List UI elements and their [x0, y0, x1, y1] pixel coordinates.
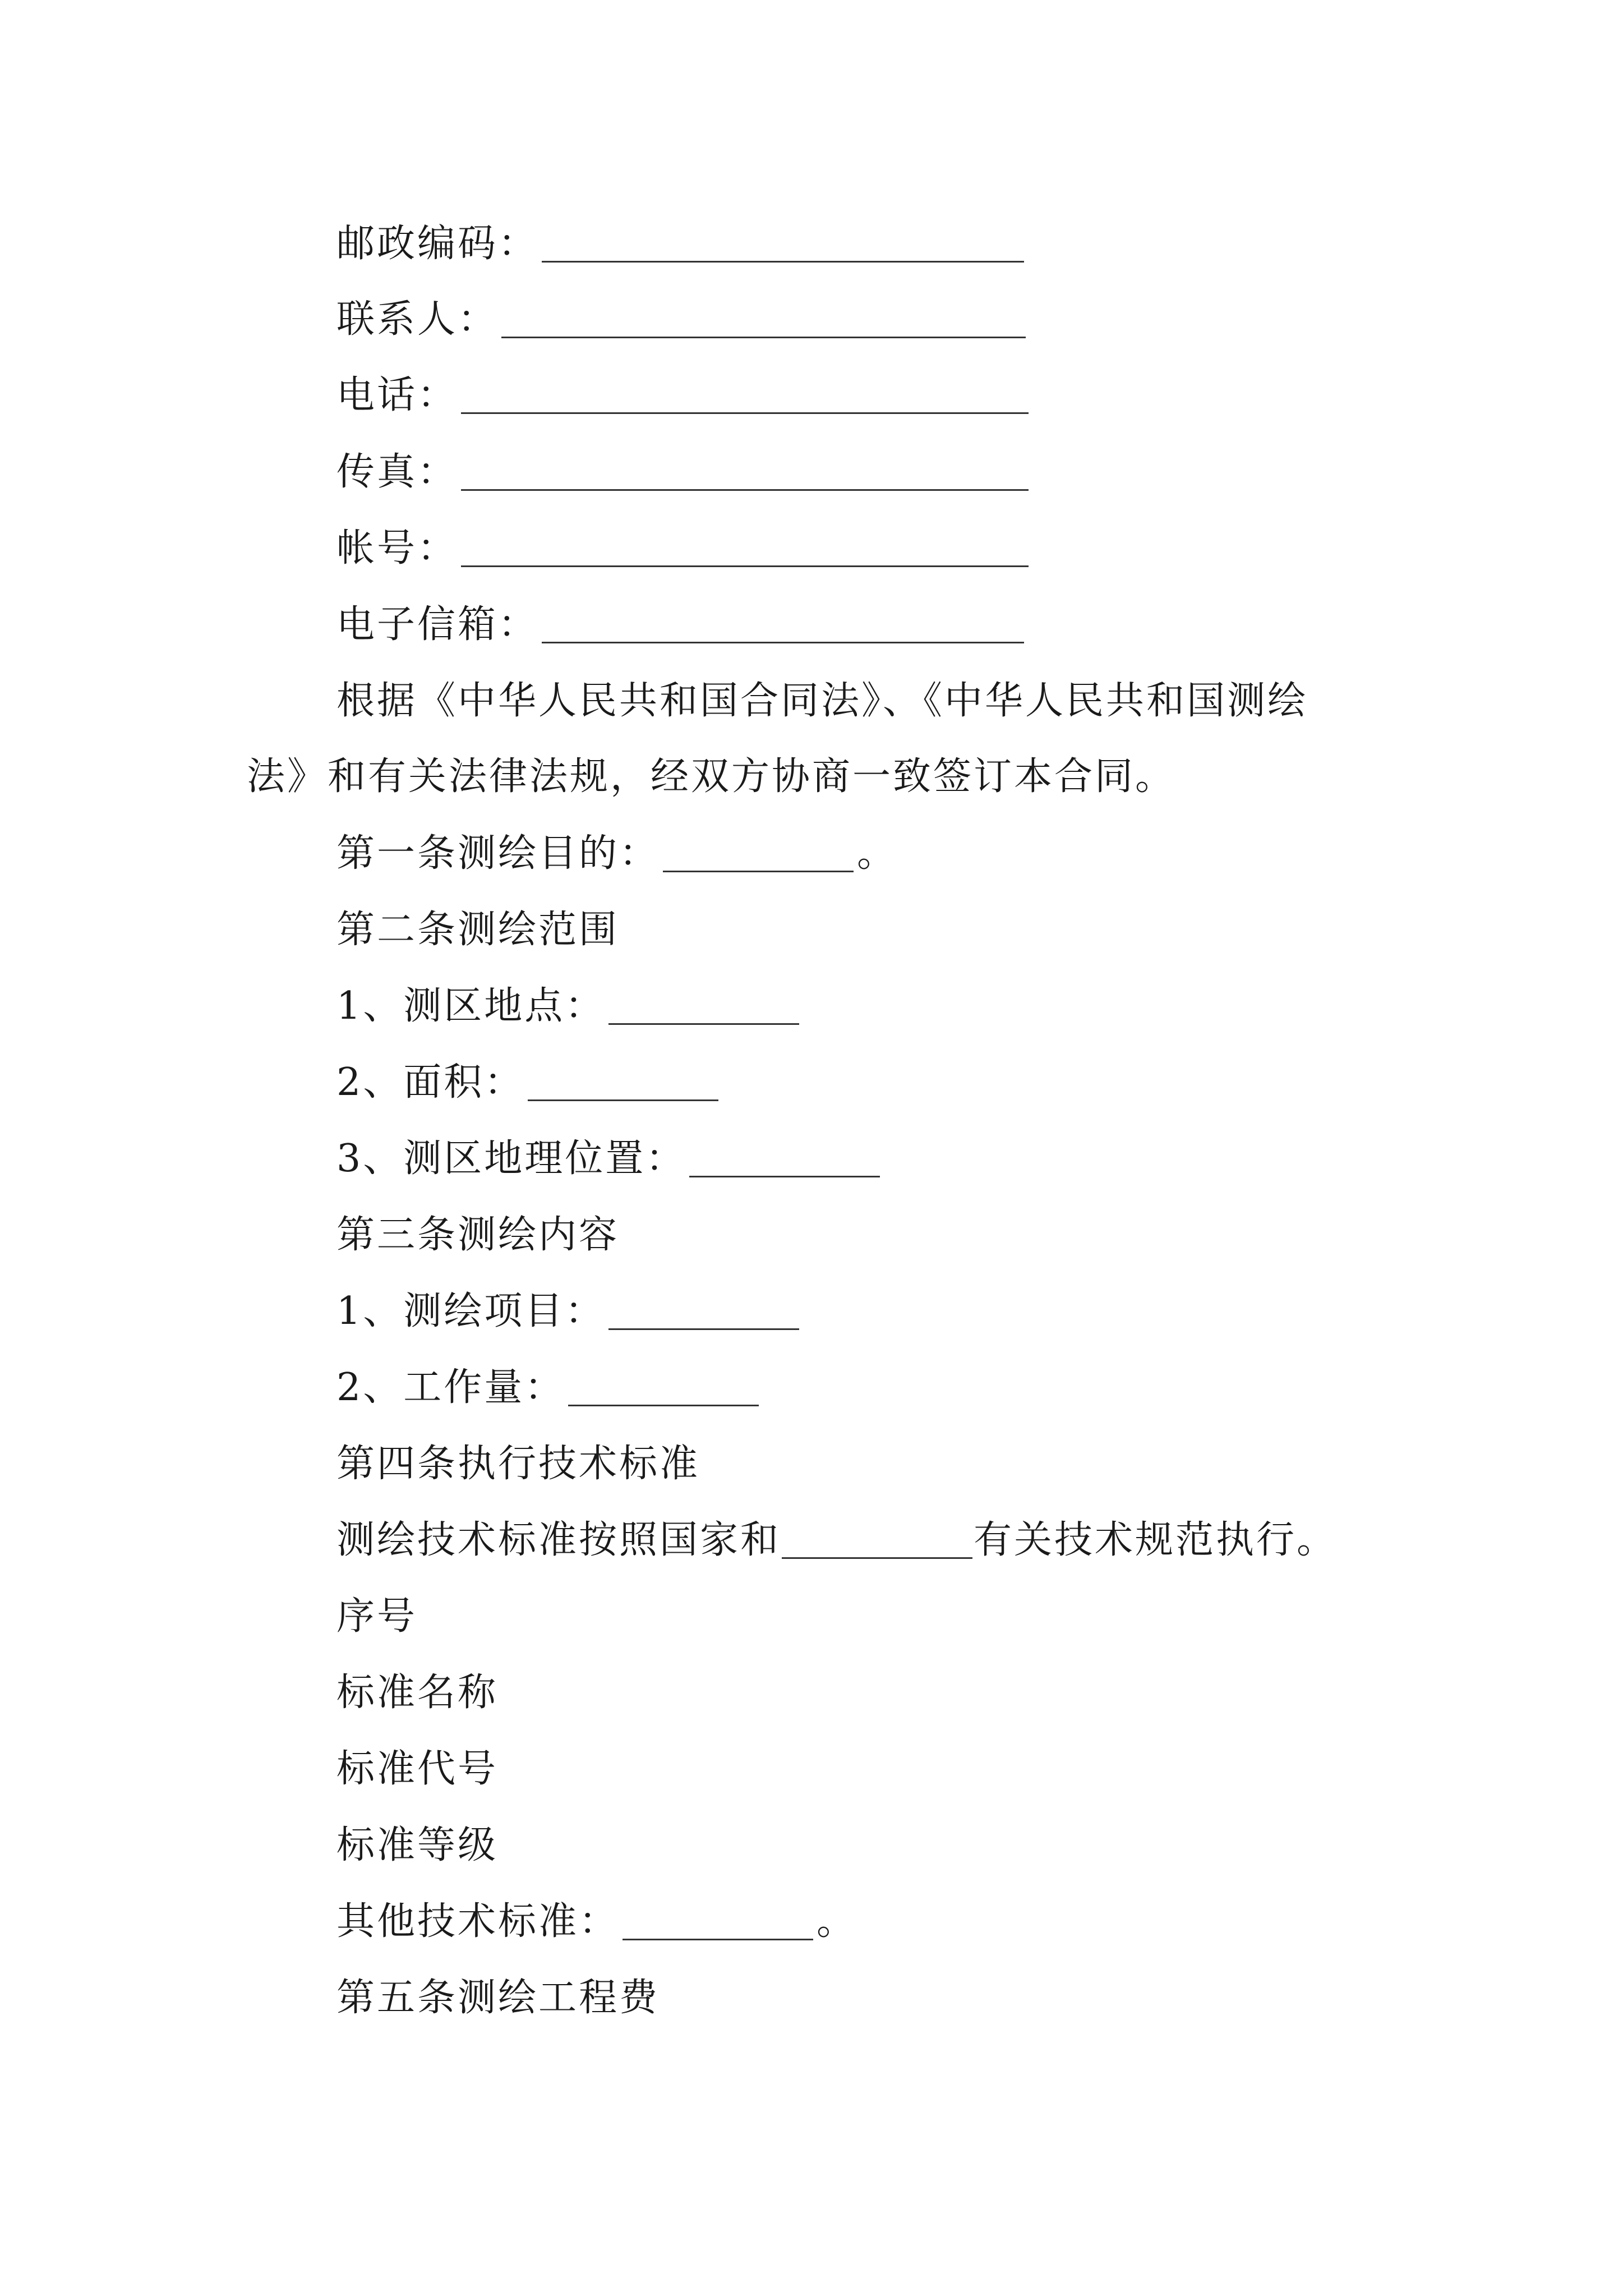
account-label: 帐号：: [336, 526, 458, 570]
article2-item-location-label: 1、测区地点：: [336, 984, 606, 1028]
table-header-name: 标准名称: [336, 1671, 499, 1715]
email-row: [336, 597, 1027, 653]
postal-code-blank[interactable]: [542, 226, 1024, 263]
article3-item-workload: [336, 1360, 762, 1416]
article3-item-project: [336, 1283, 803, 1340]
account-row: [336, 521, 1032, 577]
table-header-level: 标准等级: [336, 1823, 499, 1867]
article2-item-geo-label: 3、测区地理位置：: [336, 1137, 686, 1181]
article1-blank[interactable]: [663, 836, 854, 872]
article4-sentence-before: 测绘技术标准按照国家和: [336, 1518, 781, 1562]
phone-label: 电话：: [336, 373, 458, 417]
postal-code-row: [336, 216, 1027, 272]
phone-blank[interactable]: [461, 378, 1029, 414]
article2-title: 第二条测绘范围: [336, 908, 620, 952]
other-standards-row: [336, 1894, 857, 1950]
article4-sentence-blank[interactable]: [782, 1522, 972, 1559]
article1-row: [336, 826, 897, 882]
preamble-line-2: 法》和有关法律法规，经双方协商一致签订本合同。: [247, 754, 1176, 799]
article2-item-location-blank[interactable]: [608, 988, 799, 1025]
article3-item-project-blank[interactable]: [608, 1294, 799, 1330]
article2-item-geo: [336, 1131, 883, 1187]
article1-suffix: 。: [857, 831, 898, 876]
article2-item-area-label: 2、面积：: [336, 1060, 525, 1105]
table-header-no: 序号: [336, 1594, 418, 1639]
article4-sentence-after: 有关技术规范执行。: [974, 1518, 1338, 1562]
fax-row: [336, 444, 1032, 500]
contact-person-row: [336, 292, 1029, 348]
article2-item-area-blank[interactable]: [528, 1065, 718, 1101]
fax-blank[interactable]: [461, 454, 1029, 491]
other-standards-blank[interactable]: [623, 1904, 813, 1940]
article3-title: 第三条测绘内容: [336, 1213, 620, 1257]
table-header-code: 标准代号: [336, 1747, 499, 1791]
article1-label: 第一条测绘目的：: [336, 831, 660, 876]
article3-item-project-label: 1、测绘项目：: [336, 1289, 606, 1333]
contact-person-blank[interactable]: [501, 302, 1026, 338]
email-label: 电子信箱：: [336, 602, 539, 647]
contact-person-label: 联系人：: [336, 297, 499, 342]
other-standards-suffix: 。: [817, 1899, 857, 1944]
article3-item-workload-blank[interactable]: [568, 1370, 759, 1406]
fax-label: 传真：: [336, 450, 458, 494]
article2-item-geo-blank[interactable]: [689, 1141, 880, 1177]
article5-title: 第五条测绘工程费: [336, 1976, 660, 2020]
article2-item-area: [336, 1055, 722, 1111]
other-standards-label: 其他技术标准：: [336, 1899, 620, 1944]
email-blank[interactable]: [542, 607, 1024, 643]
article4-sentence: [336, 1512, 1337, 1568]
article4-title: 第四条执行技术标准: [336, 1442, 700, 1486]
article3-item-workload-label: 2、工作量：: [336, 1365, 565, 1410]
phone-row: [336, 367, 1032, 424]
account-blank[interactable]: [461, 531, 1029, 567]
postal-code-label: 邮政编码：: [336, 222, 539, 266]
preamble-line-1: 根据《中华人民共和国合同法》、《中华人民共和国测绘: [336, 679, 1308, 723]
article2-item-location: [336, 978, 803, 1034]
